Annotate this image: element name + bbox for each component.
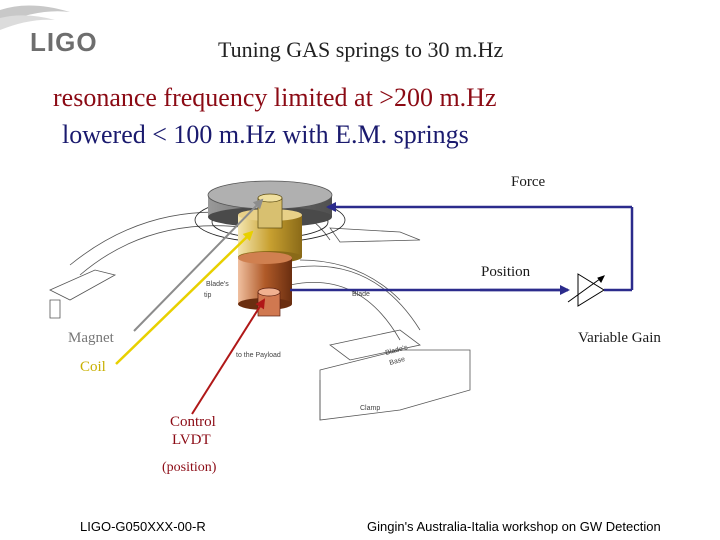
control-lvdt-label-1: Control	[170, 414, 216, 430]
coil-arrow	[116, 232, 252, 364]
blade-tip-label-2: tip	[204, 292, 212, 299]
position-paren-label: (position)	[162, 460, 217, 475]
blade-label: Blade	[352, 291, 370, 298]
force-label: Force	[511, 174, 546, 190]
ligo-logo: LIGO	[30, 27, 98, 57]
blade-base-label-2: Base	[388, 356, 406, 367]
variable-gain-label: Variable Gain	[578, 330, 661, 346]
slide-title: Tuning GAS springs to 30 m.Hz	[218, 37, 504, 62]
position-label: Position	[481, 264, 531, 280]
blade-tip-label-1: Blade's	[206, 281, 229, 288]
subtitle-line-1: resonance frequency limited at >200 m.Hz	[53, 83, 497, 112]
to-payload-label: to the Payload	[236, 352, 281, 359]
control-lvdt-label-2: LVDT	[172, 432, 211, 448]
blade-base-label-1: Blade's	[384, 344, 409, 357]
subtitle-line-2: lowered < 100 m.Hz with E.M. springs	[62, 120, 469, 149]
coil-label: Coil	[80, 359, 106, 375]
variable-gain-amplifier	[568, 274, 632, 306]
footer-doc-id: LIGO-G050XXX-00-R	[80, 519, 206, 534]
clamp-label: Clamp	[360, 405, 381, 412]
footer-workshop: Gingin's Australia-Italia workshop on GW Detection	[367, 519, 661, 534]
lvdt-body	[238, 252, 292, 316]
magnet-label: Magnet	[68, 330, 114, 346]
